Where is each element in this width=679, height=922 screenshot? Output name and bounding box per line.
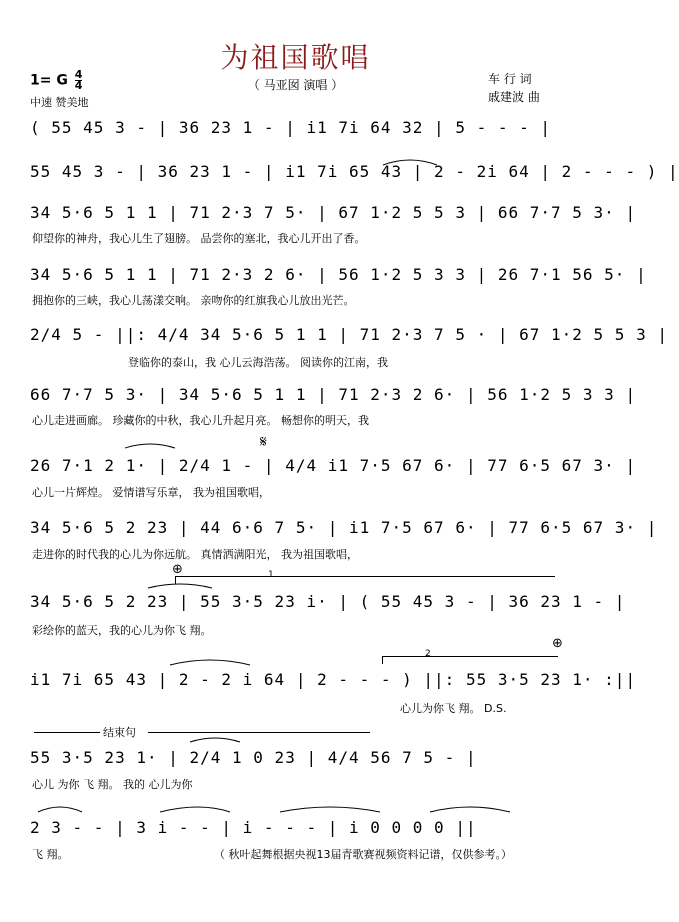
notation-line: 55 3·5 23 1· | 2/4 1 0 23 | 4/4 56 7 5 - | (30, 748, 477, 767)
lyric-line: 飞 翔。 (32, 848, 69, 861)
notation-line: 2 3 - - | 3 i - - | i - - - | i 0 0 0 0 || (30, 818, 477, 837)
notation-line: 34 5·6 5 2 23 | 55 3·5 23 i· | ( 55 45 3 - | 36 23 1 - | (30, 592, 626, 611)
key-label: 1= G (30, 72, 68, 89)
notation-line: ( 55 45 3 - | 36 23 1 - | i1 7i 64 32 | 5 - - - | (30, 118, 552, 137)
notation-line: 34 5·6 5 2 23 | 44 6·6 7 5· | i1 7·5 67 6· | 77 6·5 67 3· | (30, 518, 658, 537)
lyric-line: 心儿一片辉煌。 爱情谱写乐章， 我为祖国歌唱， (32, 486, 270, 499)
time-top: 4 (74, 68, 83, 81)
volta-number: 1 (268, 570, 274, 580)
notation-line: 2/4 5 - ||: 4/4 34 5·6 5 1 1 | 71 2·3 7 5 · | 67 1·2 5 5 3 | (30, 325, 668, 344)
time-bottom: 4 (74, 79, 83, 92)
singer-credit: （ 马亚囡 演唱 ） (247, 78, 344, 92)
lyric-line: 走进你的时代我的心儿为你远航。 真情洒满阳光， 我为祖国歌唱， (32, 548, 358, 561)
lyric-line: 彩绘你的蓝天，我的心儿为你飞 翔。 (32, 624, 212, 637)
notation-line: 55 45 3 - | 36 23 1 - | i1 7i 65 43 | 2 - 2i 64 | 2 - - - ) | (30, 162, 679, 181)
ending-label: 结束句 (103, 726, 136, 739)
coda-sign: ⊕ (552, 636, 563, 651)
lyric-line: 仰望你的神舟，我心儿生了翅膀。 品尝你的塞北，我心儿开出了香。 (32, 232, 366, 245)
segno-sign: 𝄋 (260, 432, 267, 451)
notation-line: 34 5·6 5 1 1 | 71 2·3 2 6· | 56 1·2 5 3 3 | 26 7·1 56 5· | (30, 265, 647, 284)
lyric-line: 心儿走进画廊。 珍藏你的中秋，我心儿升起月亮。 畅想你的明天，我 (32, 414, 369, 427)
volta-number: 2 (425, 649, 431, 659)
lyric-line: 心儿为你飞 翔。 D.S. (400, 702, 507, 715)
notation-line: 34 5·6 5 1 1 | 71 2·3 7 5· | 67 1·2 5 5 3 | 66 7·7 5 3· | (30, 203, 637, 222)
footer-note: （ 秋叶起舞根据央视13届青歌赛视频资料记谱，仅供参考。） (214, 848, 512, 861)
lyric-line: 心儿 为你 飞 翔。 我的 心儿为你 (32, 778, 193, 791)
lyric-line: 登临你的泰山，我 心儿云海浩荡。 阅读你的江南，我 (128, 356, 388, 369)
notation-line: 66 7·7 5 3· | 34 5·6 5 1 1 | 71 2·3 2 6· | 56 1·2 5 3 3 | (30, 385, 637, 404)
lyric-line: 拥抱你的三峡，我心儿荡漾交响。 亲吻你的红旗我心儿放出光芒。 (32, 294, 355, 307)
coda-sign: ⊕ (172, 562, 183, 577)
composer-credit: 戚建波 曲 (488, 90, 540, 104)
notation-line: 26 7·1 2 1· | 2/4 1 - | 4/4 i1 7·5 67 6· | 77 6·5 67 3· | (30, 456, 637, 475)
notation-line: i1 7i 65 43 | 2 - 2 i 64 | 2 - - - ) ||: 55 3·5 23 1· :|| (30, 670, 637, 689)
lyricist-credit: 车 行 词 (488, 72, 532, 86)
tempo-marking: 中速 赞美地 (30, 96, 89, 109)
song-title: 为祖国歌唱 (220, 41, 371, 74)
